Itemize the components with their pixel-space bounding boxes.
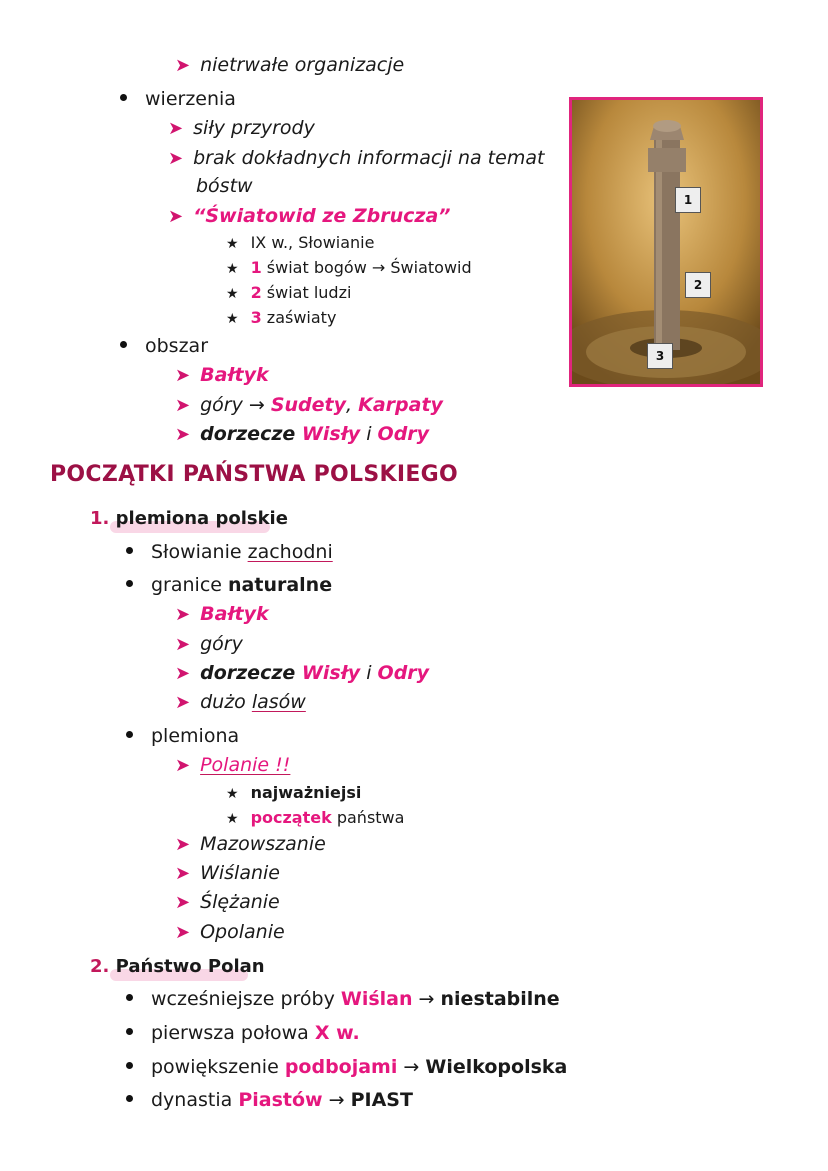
heading-panstwo-polan: 2. Państwo Polan: [90, 956, 265, 977]
list-item: ➤ góry: [175, 633, 243, 655]
arrow-bullet-icon: ➤: [175, 634, 191, 655]
list-item: ➤ Wiślanie: [175, 862, 280, 884]
list-item: ➤ dorzecze Wisły i Odry: [175, 423, 430, 445]
list-item: ➤ nietrwałe organizacje: [175, 54, 405, 76]
photo-label-3: 3: [647, 343, 673, 369]
list-item: ➤ brak dokładnych informacji na temat: [168, 147, 545, 169]
list-item: obszar: [120, 334, 208, 358]
heading-plemiona-polskie: 1. plemiona polskie: [90, 508, 288, 529]
list-item: Słowianie zachodni: [126, 540, 333, 564]
arrow-bullet-icon: ➤: [175, 922, 191, 943]
list-item: ➤ Polanie !!: [175, 754, 291, 776]
star-icon: ★: [226, 311, 239, 327]
arrow-bullet-icon: ➤: [175, 863, 191, 884]
arrow-bullet-icon: ➤: [175, 604, 191, 625]
bullet-icon: [126, 547, 133, 554]
star-icon: ★: [226, 811, 239, 827]
star-item: ★ najważniejsi: [226, 783, 362, 802]
arrow-bullet-icon: ➤: [175, 834, 191, 855]
arrow-bullet-icon: ➤: [175, 424, 191, 445]
star-item: ★ IX w., Słowianie: [226, 233, 375, 252]
bullet-icon: [126, 1062, 133, 1069]
section-title: POCZĄTKI PAŃSTWA POLSKIEGO: [50, 462, 459, 487]
arrow-bullet-icon: ➤: [175, 395, 191, 416]
list-item: ➤ Bałtyk: [175, 603, 269, 625]
list-item-continuation: bóstw: [196, 175, 253, 197]
bullet-icon: [126, 1028, 133, 1035]
list-item: dynastia Piastów → PIAST: [126, 1088, 413, 1112]
star-icon: ★: [226, 286, 239, 302]
swiatowid-photo: [569, 97, 763, 387]
photo-label-1: 1: [675, 187, 701, 213]
arrow-bullet-icon: ➤: [175, 55, 191, 76]
list-item: powiększenie podbojami → Wielkopolska: [126, 1055, 567, 1079]
bullet-icon: [126, 1095, 133, 1102]
arrow-bullet-icon: ➤: [175, 892, 191, 913]
bullet-icon: [126, 994, 133, 1001]
photo-label-2: 2: [685, 272, 711, 298]
list-item: ➤ dorzecze Wisły i Odry: [175, 662, 430, 684]
star-item: ★ 3 zaświaty: [226, 308, 337, 327]
list-item: wcześniejsze próby Wiślan → niestabilne: [126, 987, 560, 1011]
star-icon: ★: [226, 261, 239, 277]
list-item: pierwsza połowa X w.: [126, 1021, 360, 1045]
bullet-icon: [126, 580, 133, 587]
arrow-bullet-icon: ➤: [168, 206, 184, 227]
list-item: ➤ Opolanie: [175, 921, 285, 943]
list-item: ➤ dużo lasów: [175, 691, 306, 713]
star-item: ★ początek państwa: [226, 808, 405, 827]
star-item: ★ 1 świat bogów → Światowid: [226, 258, 472, 277]
list-item: granice naturalne: [126, 573, 332, 597]
list-item: ➤ Ślężanie: [175, 891, 280, 913]
arrow-bullet-icon: ➤: [168, 118, 184, 139]
bullet-icon: [120, 94, 127, 101]
bullet-icon: [126, 731, 133, 738]
arrow-bullet-icon: ➤: [175, 365, 191, 386]
list-item: ➤ siły przyrody: [168, 117, 315, 139]
list-item: ➤ Bałtyk: [175, 364, 269, 386]
statue-illustration: [572, 100, 760, 384]
arrow-bullet-icon: ➤: [168, 148, 184, 169]
star-icon: ★: [226, 786, 239, 802]
star-icon: ★: [226, 236, 239, 252]
arrow-bullet-icon: ➤: [175, 692, 191, 713]
star-item: ★ 2 świat ludzi: [226, 283, 352, 302]
list-item: plemiona: [126, 724, 239, 748]
arrow-bullet-icon: ➤: [175, 755, 191, 776]
bullet-icon: [120, 341, 127, 348]
list-item: ➤ góry → Sudety, Karpaty: [175, 394, 443, 416]
list-item: ➤ “Światowid ze Zbrucza”: [168, 205, 451, 227]
list-item: ➤ Mazowszanie: [175, 833, 326, 855]
arrow-bullet-icon: ➤: [175, 663, 191, 684]
list-item: wierzenia: [120, 87, 236, 111]
